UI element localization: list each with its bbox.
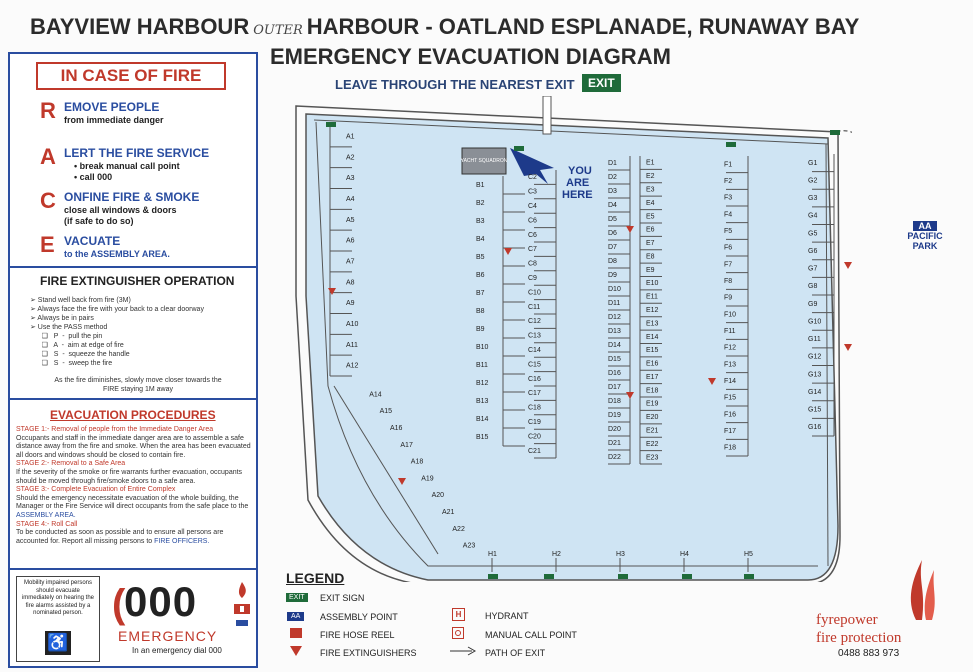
berth-g10: G10 — [808, 318, 822, 326]
berth-f12: F12 — [724, 344, 737, 352]
you-are-here-label: YOU ARE HERE — [562, 165, 593, 201]
berth-d9: D9 — [608, 272, 617, 279]
berth-e9: E9 — [646, 266, 655, 274]
berth-c8: C8 — [528, 260, 537, 268]
berth-b4: B4 — [476, 236, 485, 243]
berth-e5: E5 — [646, 213, 655, 221]
firstaid-icons — [232, 580, 252, 630]
berth-f17: F17 — [724, 428, 737, 435]
berth-c17: C17 — [528, 390, 541, 398]
berth-f15: F15 — [724, 394, 737, 402]
legend-title: LEGEND — [286, 570, 345, 586]
berth-g1: G1 — [808, 159, 818, 167]
berth-e21: E21 — [646, 427, 659, 435]
berth-c7: C7 — [528, 246, 537, 254]
berth-a21: A21 — [442, 509, 455, 516]
berth-c21: C21 — [528, 447, 541, 455]
berth-a19: A19 — [421, 475, 434, 483]
berth-c18: C18 — [528, 404, 541, 412]
berth-b10: B10 — [476, 344, 489, 351]
evacuation-text: STAGE 1:- Removal of people from the Immediate Danger Area Occupants and staff in the immediate danger area are to assemble a safe distance away from the fire and smoke. When the area has been evacuated all doors and windows should be closed to contain fire. STAGE 2:- Removal to a Safe Area If the severity of the smoke or fire warrants further evacuation, occupants should be moved through fire/smoke doors to a safe area. STAGE 3:- Complete Evacuation of Entire Complex Should the emergency necessitate evacuation of the whole building, the Manager or the Fire Service will direct occupants from the safe place to the ASSEMBLY AREA. STAGE 4:- Roll Call To be conducted as soon as possible and to ensure all persons are accounted for. Report all missing persons to FIRE OFFICERS. — [16, 426, 251, 545]
berth-a12: A12 — [346, 362, 359, 370]
legend-exit-icon: EXIT — [286, 593, 308, 602]
emergency-000: ( 000 EMERGENCY In an emergency dial 000 — [112, 578, 222, 655]
fire-heading: IN CASE OF FIRE — [36, 62, 226, 90]
instruction-panel — [8, 52, 258, 668]
in-case-of-fire-section: IN CASE OF FIRE R EMOVE PEOPLE from immediate danger A LERT THE FIRE SERVICE • break manual call point • call 000 C ONFINE FIRE & SMOKE close all windows & doors (if safe to do so) E VACUATE to the ASSEMBLY AREA. — [10, 54, 256, 268]
berth-d7: D7 — [608, 244, 617, 251]
berth-a4: A4 — [346, 195, 355, 203]
berth-d5: D5 — [608, 216, 617, 223]
berth-f11: F11 — [724, 328, 736, 335]
berth-g13: G13 — [808, 371, 822, 379]
berth-e19: E19 — [646, 400, 659, 408]
berth-d6: D6 — [608, 230, 617, 237]
berth-c11: C11 — [528, 303, 541, 311]
berth-g16: G16 — [808, 424, 822, 432]
berth-e13: E13 — [646, 320, 659, 328]
berth-b15: B15 — [476, 434, 489, 441]
wheelchair-icon: ♿ — [45, 631, 71, 655]
exit-sign-marker — [830, 130, 840, 135]
berth-e8: E8 — [646, 253, 655, 261]
berth-a22: A22 — [452, 525, 465, 533]
berth-h2: H2 — [552, 551, 561, 558]
berth-f2: F2 — [724, 178, 733, 185]
title-line-1: BAYVIEW HARBOUR OUTER HARBOUR - OATLAND ESPLANADE, RUNAWAY BAY — [30, 14, 860, 39]
berth-e18: E18 — [646, 387, 659, 395]
berth-c2: C2 — [528, 174, 537, 182]
berth-c10: C10 — [528, 289, 541, 297]
berth-d2: D2 — [608, 174, 617, 181]
berth-e20: E20 — [646, 414, 659, 422]
berth-e15: E15 — [646, 347, 659, 355]
berth-g7: G7 — [808, 265, 818, 273]
berth-c4: C4 — [528, 203, 537, 210]
berth-g3: G3 — [808, 195, 818, 203]
berth-e6: E6 — [646, 226, 655, 234]
exit-sign-marker — [488, 574, 498, 579]
berth-e16: E16 — [646, 360, 659, 368]
berth-f14: F14 — [724, 378, 737, 385]
exit-sign-marker — [514, 146, 524, 151]
berth-a11: A11 — [346, 341, 358, 349]
leave-instruction: LEAVE THROUGH THE NEAREST EXIT — [335, 77, 575, 92]
berth-e12: E12 — [646, 307, 659, 314]
berth-a1: A1 — [346, 133, 355, 141]
berth-a3: A3 — [346, 175, 355, 183]
brand-name: fyrepower — [816, 612, 878, 628]
berth-a16: A16 — [390, 425, 403, 432]
exit-sign-marker — [744, 574, 754, 579]
extinguisher-steps: ➢ Stand well back from fire (3M) ➢ Always face the fire with your back to a clear doorway ➢ Always be in pairs ➢ Use the PASS method ❑ P - pull the pin ❑ A - aim at edge of fire ❑ S - squeeze the handle ❑ S - sweep the fire — [30, 297, 204, 367]
berth-e10: E10 — [646, 280, 659, 288]
extinguisher-icon — [290, 646, 304, 658]
legend-exit-sign: EXIT SIGN — [320, 593, 365, 603]
berth-c12: C12 — [528, 318, 541, 326]
berth-h5: H5 — [744, 551, 753, 558]
berth-c16: C16 — [528, 375, 541, 383]
berth-c19: C19 — [528, 419, 541, 426]
berth-d22: D22 — [608, 454, 621, 461]
berth-e3: E3 — [646, 186, 655, 194]
assembly-point-pacific-park: AA PACIFIC PARK — [907, 221, 943, 251]
berth-e23: E23 — [646, 454, 659, 462]
berth-a5: A5 — [346, 216, 355, 224]
title-line-2: EMERGENCY EVACUATION DIAGRAM — [270, 44, 671, 69]
berth-g11: G11 — [808, 336, 821, 344]
exit-sign-marker — [618, 574, 628, 579]
legend-path-of-exit: PATH OF EXIT — [485, 648, 546, 658]
berth-a18: A18 — [410, 458, 424, 466]
exit-badge: EXIT — [582, 74, 621, 92]
berth-d12: D12 — [608, 314, 621, 321]
berth-g9: G9 — [808, 300, 818, 308]
berth-f8: F8 — [724, 278, 733, 285]
phone-icon: ( — [112, 582, 126, 626]
berth-b11: B11 — [476, 362, 488, 369]
legend-assembly-point: ASSEMBLY POINT — [320, 612, 398, 622]
evacuation-map — [278, 96, 852, 582]
berth-g15: G15 — [808, 406, 822, 414]
berth-d20: D20 — [608, 426, 621, 433]
emergency-section — [10, 570, 256, 666]
hydrant-icon: H — [452, 608, 465, 621]
berth-f6: F6 — [724, 244, 733, 252]
berth-c13: C13 — [528, 332, 541, 340]
berth-c6: C6 — [528, 217, 537, 225]
fire-extinguisher-marker — [844, 344, 852, 351]
berth-e22: E22 — [646, 440, 659, 448]
berth-a9: A9 — [346, 300, 355, 308]
berth-e1: E1 — [646, 159, 655, 167]
extinguisher-section — [10, 268, 256, 400]
berth-a6: A6 — [346, 237, 355, 245]
fire-extinguisher-marker — [844, 262, 852, 269]
berth-b8: B8 — [476, 308, 485, 315]
berth-a7: A7 — [346, 258, 355, 266]
berth-f1: F1 — [724, 161, 733, 169]
legend-fire-extinguishers: FIRE EXTINGUISHERS — [320, 648, 417, 658]
berth-g4: G4 — [808, 212, 818, 220]
berth-b1: B1 — [476, 182, 485, 189]
berth-a10: A10 — [346, 320, 359, 328]
berth-f9: F9 — [724, 294, 733, 302]
berth-f18: F18 — [724, 444, 737, 452]
exit-path-arrow — [830, 131, 852, 196]
berth-b12: B12 — [476, 380, 489, 387]
berth-b9: B9 — [476, 326, 485, 333]
berth-d17: D17 — [608, 384, 621, 391]
berth-f16: F16 — [724, 411, 737, 419]
berth-b3: B3 — [476, 218, 485, 225]
berth-b6: B6 — [476, 272, 485, 279]
berth-d16: D16 — [608, 370, 621, 377]
berth-g14: G14 — [808, 388, 822, 396]
berth-g5: G5 — [808, 230, 818, 238]
berth-f3: F3 — [724, 194, 733, 202]
berth-a23: A23 — [462, 542, 476, 550]
berth-c20: C20 — [528, 433, 541, 441]
berth-g2: G2 — [808, 177, 818, 185]
berth-e11: E11 — [646, 293, 658, 301]
berth-d21: D21 — [608, 440, 621, 447]
legend-fire-hose-reel: FIRE HOSE REEL — [320, 630, 395, 640]
berth-d11: D11 — [608, 300, 621, 307]
legend-manual-call-point: MANUAL CALL POINT — [485, 630, 577, 640]
berth-d3: D3 — [608, 188, 617, 195]
berth-b14: B14 — [476, 416, 489, 423]
berth-c15: C15 — [528, 361, 541, 369]
flame-logo-icon — [906, 560, 940, 620]
legend-assembly-icon: AA — [287, 612, 304, 621]
evacuation-title: EVACUATION PROCEDURES — [50, 408, 216, 422]
berth-a8: A8 — [346, 279, 355, 287]
berth-f10: F10 — [724, 311, 737, 319]
call-point-icon — [452, 627, 466, 641]
berth-c14: C14 — [528, 347, 541, 354]
path-arrow-icon — [450, 646, 478, 656]
berth-g6: G6 — [808, 247, 818, 255]
berth-e7: E7 — [646, 240, 655, 248]
berth-f5: F5 — [724, 228, 733, 235]
berth-h4: H4 — [680, 551, 689, 558]
berth-b13: B13 — [476, 398, 489, 405]
berth-b2: B2 — [476, 200, 485, 207]
exit-sign-marker — [544, 574, 554, 579]
berth-a20: A20 — [431, 492, 445, 500]
berth-c6: C6 — [528, 231, 537, 239]
berth-a14: A14 — [369, 391, 382, 399]
brand-sub: fire protection — [816, 630, 902, 646]
berth-d18: D18 — [608, 398, 621, 405]
berth-f4: F4 — [724, 211, 733, 219]
brand-phone: 0488 883 973 — [838, 648, 900, 659]
berth-b5: B5 — [476, 254, 485, 261]
berth-d4: D4 — [608, 202, 617, 209]
berth-f13: F13 — [724, 361, 737, 369]
legend-hydrant: HYDRANT — [485, 611, 529, 621]
exit-sign-marker — [682, 574, 692, 579]
berth-d19: D19 — [608, 412, 621, 419]
hose-reel-icon — [290, 628, 304, 640]
berth-a15: A15 — [379, 408, 393, 416]
berth-f7: F7 — [724, 261, 733, 269]
mobility-note: Mobility impaired persons should evacuate immediately on hearing the fire alarms assisted by a nominated person. ♿ — [16, 576, 100, 662]
berth-g8: G8 — [808, 283, 818, 291]
berth-a17: A17 — [400, 441, 413, 449]
extinguisher-title: FIRE EXTINGUISHER OPERATION — [40, 274, 235, 288]
berth-a2: A2 — [346, 154, 355, 162]
berth-b7: B7 — [476, 290, 485, 297]
evacuation-section — [10, 400, 256, 570]
exit-sign-marker — [726, 142, 736, 147]
berth-e2: E2 — [646, 173, 655, 181]
berth-e14: E14 — [646, 333, 659, 341]
berth-c9: C9 — [528, 275, 537, 282]
berth-d13: D13 — [608, 328, 621, 335]
berth-d14: D14 — [608, 342, 621, 349]
extinguisher-footer: As the fire diminishes, slowly move closer towards the FIRE staying 1M away — [54, 377, 222, 393]
berth-e17: E17 — [646, 373, 659, 381]
berth-e4: E4 — [646, 199, 655, 207]
berth-c3: C3 — [528, 188, 537, 196]
berth-h3: H3 — [616, 551, 625, 558]
berth-d15: D15 — [608, 356, 621, 363]
berth-g12: G12 — [808, 353, 822, 361]
berth-d10: D10 — [608, 286, 621, 293]
exit-sign-marker — [326, 122, 336, 127]
berth-d1: D1 — [608, 160, 617, 167]
handwritten-note: OUTER — [253, 23, 303, 38]
berth-h1: H1 — [488, 551, 497, 558]
berth-d8: D8 — [608, 258, 617, 265]
yacht-squadron-label: YACHT SQUADRON — [460, 158, 508, 164]
